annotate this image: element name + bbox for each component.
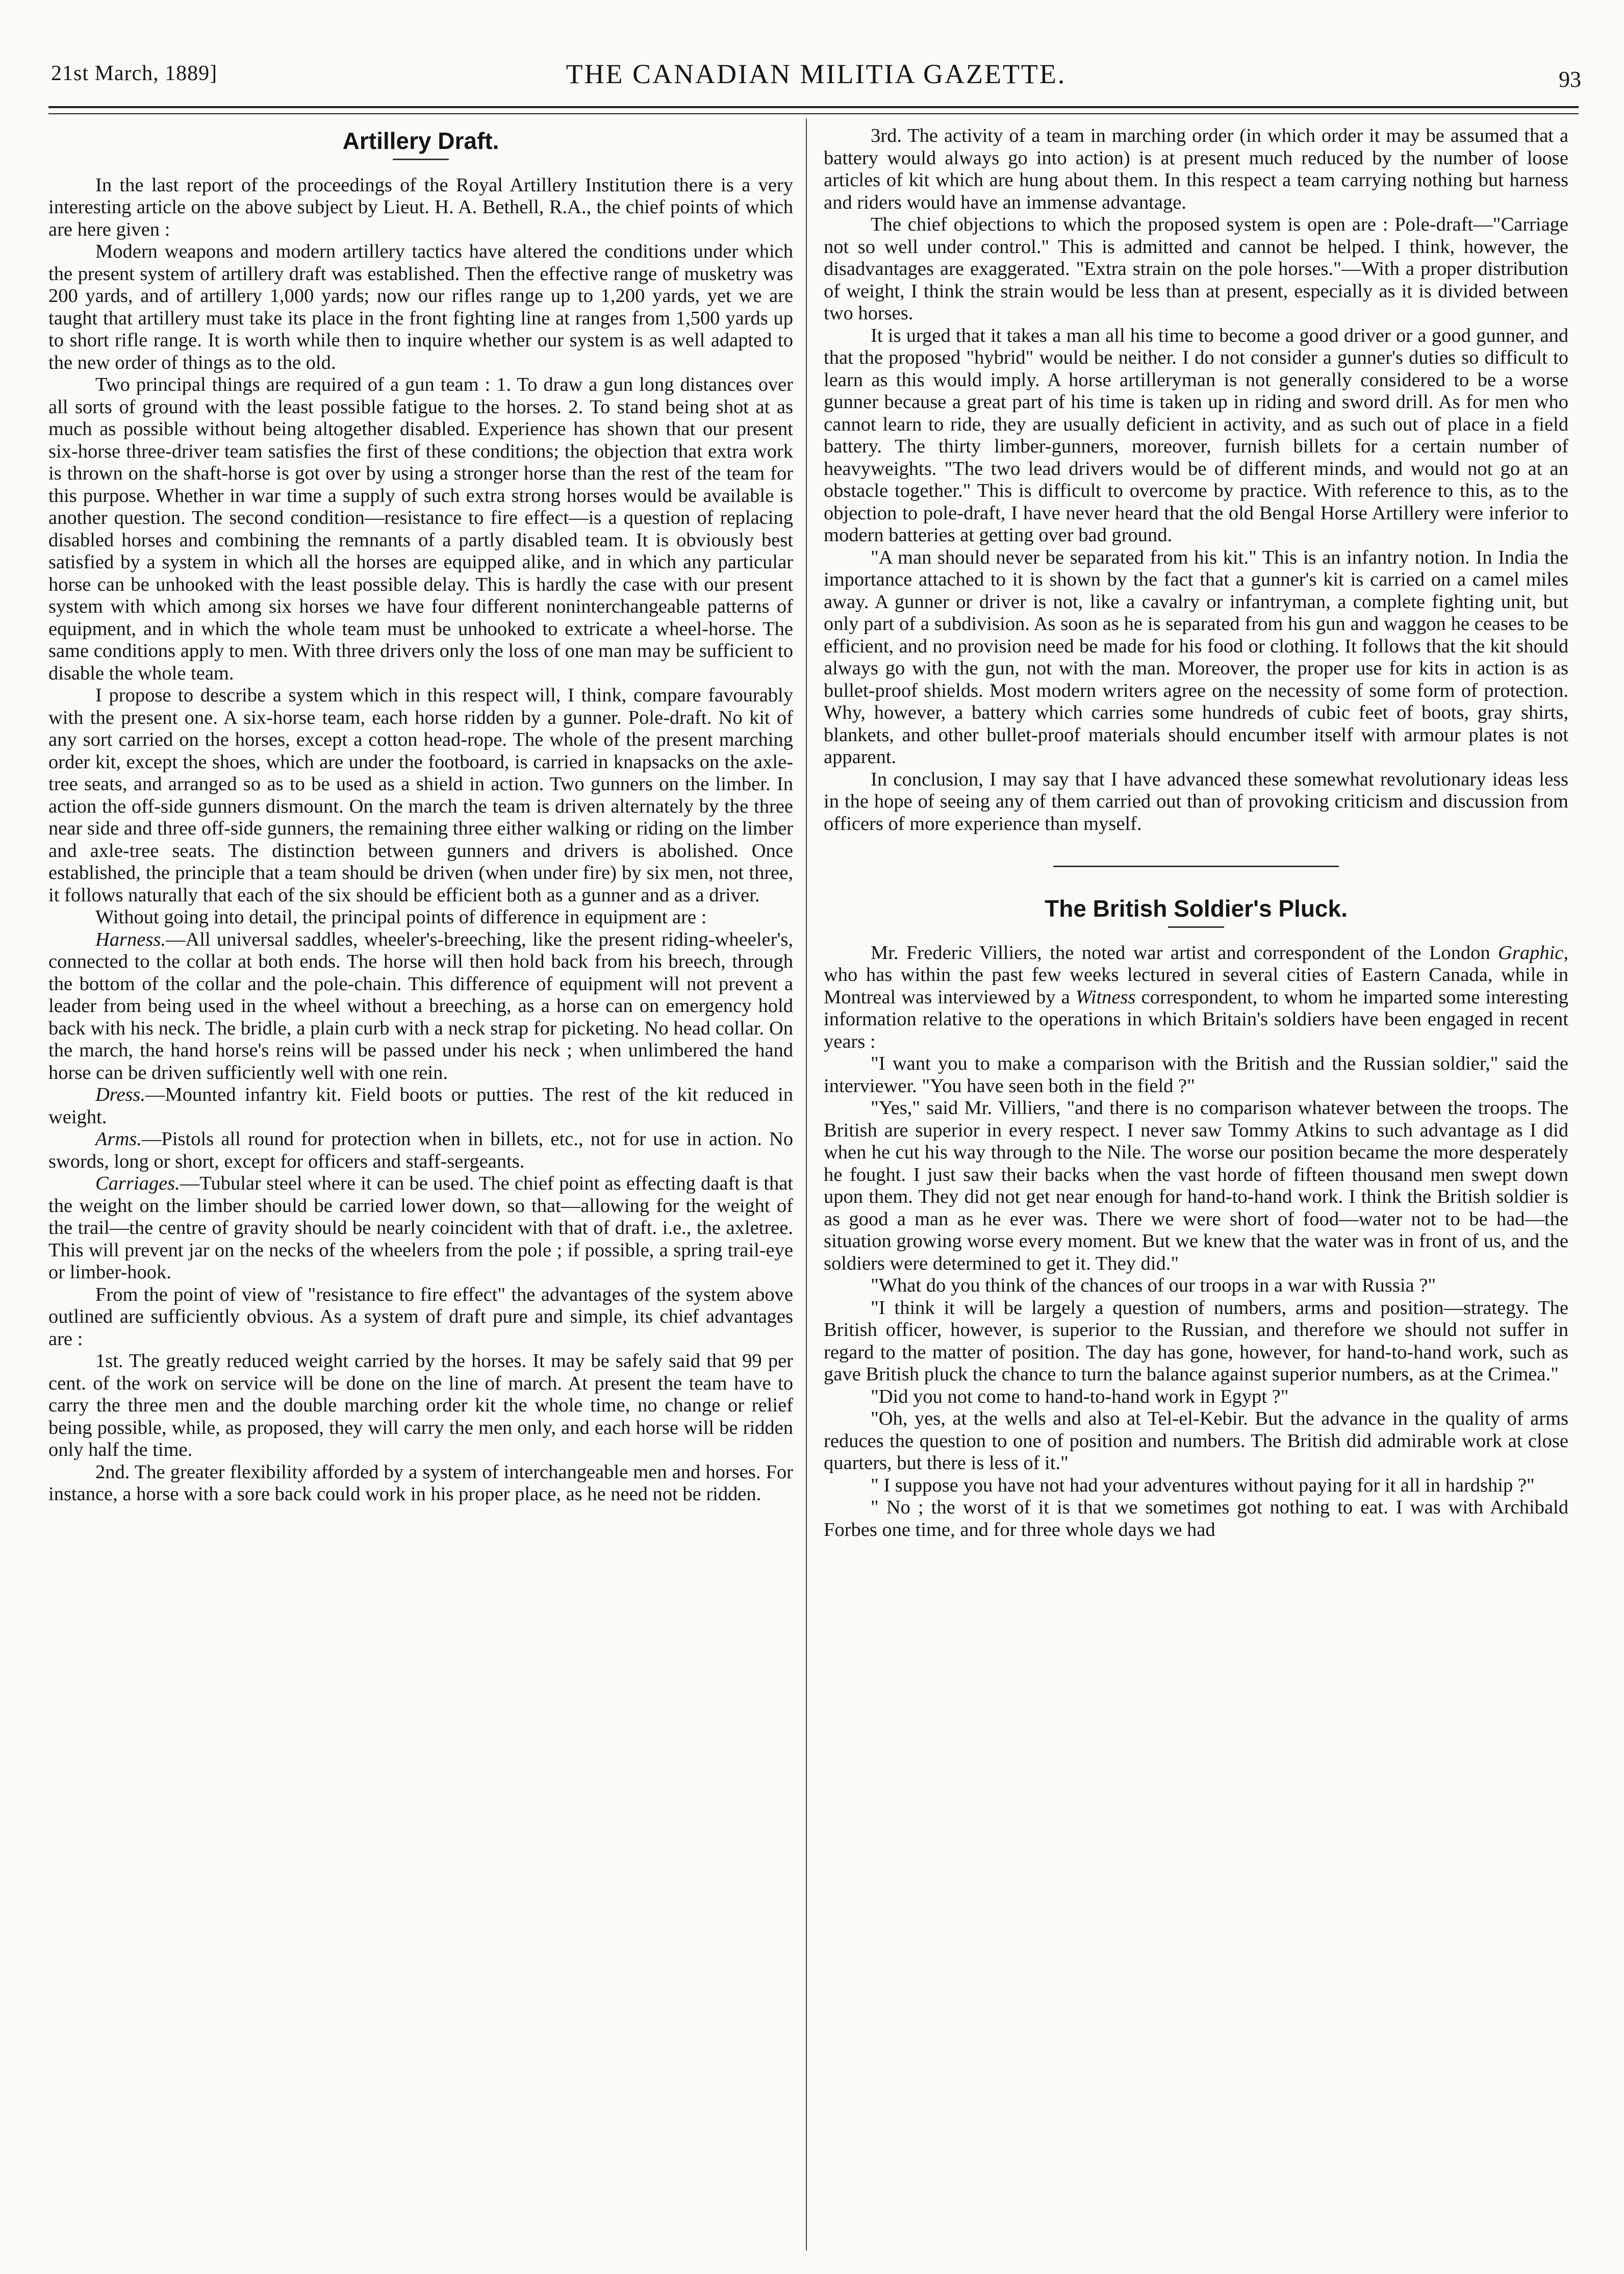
page-header xyxy=(51,55,1581,101)
paragraph: "Did you not come to hand-to-hand work in Egypt ?" xyxy=(871,1385,1289,1407)
paragraph: "I think it will be largely a question of numbers, arms and position—strategy. The British officer, however, is superior to the Russian, and therefore we should not suffer in regard to the matter of position. The day has gone, however, for hand-to-hand work, such as gave British pluck the chance to turn the balance against superior numbers, as at the Crimea." xyxy=(824,1297,1568,1385)
title-rule xyxy=(1168,926,1224,928)
paragraph: Modern weapons and modern artillery tactics have altered the conditions under which the present system of artillery draft was established. Then the effective range of musketry was 200 yards, and of artillery 1,000 yards; now our rifles range up to 1,200 yards, yet we are taught that artillery must take its place in the front fighting line at ranges from 1,500 yards up to short rifle range. It is worth while then to inquire whether our system is as well adapted to the new order of things as to the old. xyxy=(48,241,793,373)
text-harness: —All universal saddles, wheeler's-breeching, like the present riding-wheeler's, connected to the collar at both ends. The horse will then hold back from his breech, through the bottom of the collar and the pole-chain. This difference of equipment will not prevent a leader from being used in the wheel without a breeching, as a horse can on emergency hold back with his neck. The bridle, a plain curb with a neck strap for picketing. No head collar. On the march, the hand horse's reins will be passed under his neck ; when unlimbered the hand horse can be driven sufficiently well with one rein. xyxy=(48,928,793,1083)
lead-harness: Harness. xyxy=(95,928,166,950)
article-title-artillery-draft: Artillery Draft. xyxy=(342,128,499,154)
paragraph: "I want you to make a comparison with the British and the Russian soldier," said the interviewer. "You have seen both in the field ?" xyxy=(824,1053,1568,1097)
text: Mr. Frederic Villiers, the noted war artist and correspondent of the London xyxy=(871,942,1499,964)
publication-title: THE CANADIAN MILITIA GAZETTE. xyxy=(566,59,1067,89)
witness-name: Witness xyxy=(1075,986,1136,1008)
graphic-name: Graphic, xyxy=(1498,942,1568,964)
paragraph: "Oh, yes, at the wells and also at Tel-el-Kebir. But the advance in the quality of arms reduces the question to one of position and numbers. The British did admirable work at close quarters, but there is less of it." xyxy=(824,1408,1568,1474)
paragraph-harness xyxy=(48,929,793,1084)
paragraph: In the last report of the proceedings of the Royal Artillery Institution there is a very interesting article on the above subject by Lieut. H. A. Bethell, R.A., the chief points of which are here given : xyxy=(48,174,793,240)
paragraph: "What do you think of the chances of our troops in a war with Russia ?" xyxy=(871,1275,1436,1296)
left-column xyxy=(48,125,793,1506)
text: correspondent, to whom he imparted some interesting information relative to the operations in which Britain's soldiers have been engaged in recent years : xyxy=(824,986,1568,1052)
paragraph-intro xyxy=(824,942,1568,1053)
paragraph: Without going into detail, the principal points of difference in equipment are : xyxy=(95,906,707,928)
lead-arms: Arms. xyxy=(95,1128,142,1150)
paragraph: 1st. The greatly reduced weight carried by the horses. It may be safely said that 99 per cent. of the work on service will be done on the line of march. At present the team have to carry the three men and the double marching order kit the whole time, no change or relief being possible, while, as proposed, they will carry the men only, and each horse will be ridden only half the time. xyxy=(48,1350,793,1460)
paragraph-dress xyxy=(48,1084,793,1128)
paragraph: " I suppose you have not had your adventures without paying for it all in hardship ?" xyxy=(871,1474,1535,1496)
title-rule xyxy=(393,159,449,160)
paragraph: "Yes," said Mr. Villiers, "and there is no comparison whatever between the troops. The British are superior in every respect. I never saw Tommy Atkins to such advantage as I did when he cut his way through to the Nile. The worse our position became the more desperately he fought. I just saw their backs when the vast horde of fifteen thousand men swept down upon them. They did not get near enough for hand-to-hand work. I think the British soldier is as good a man as he ever was. There we were short of food—water not to be had—the situation growing worse every moment. But we knew that the water was in front of us, and the soldiers were determined to get it. They did." xyxy=(824,1097,1568,1274)
text: who has within the past few weeks lectured in several cities of Eastern Canada, while in Montreal was interviewed by a xyxy=(824,964,1568,1008)
lead-carriages: Carriages. xyxy=(95,1173,180,1194)
article-title-british-soldiers-pluck: The British Soldier's Pluck. xyxy=(1045,895,1348,922)
header-rule-top xyxy=(48,106,1579,108)
page-number: 93 xyxy=(1559,67,1581,92)
paragraph: It is urged that it takes a man all his time to become a good driver or a good gunner, and that the proposed "hybrid" would be neither. I do not consider a gunner's duties so difficult to learn as this would imply. A horse artilleryman is not generally considered to be a worse gunner because a great part of his time is taken up in riding and sword drill. As for men who cannot learn to ride, they are usually deficient in activity, and as such out of place in a field battery. The thirty limber-gunners, moreover, furnish billets for a certain number of heavyweights. "The two lead drivers would be of different minds, and would not go at an obstacle together." This is difficult to overcome by practice. With reference to this, as to the objection to pole-draft, I have never heard that the old Bengal Horse Artillery were inferior to modern batteries at getting over bad ground. xyxy=(824,324,1568,546)
paragraph: " No ; the worst of it is that we sometimes got nothing to eat. I was with Archibald Forbes one time, and for three whole days we had xyxy=(824,1497,1568,1540)
paragraph: In conclusion, I may say that I have advanced these somewhat revolutionary ideas less in the hope of seeing any of them carried out than of provoking criticism and discussion from officers of more experience than myself. xyxy=(824,768,1568,835)
paragraph: 3rd. The activity of a team in marching order (in which order it may be assumed that a battery would always go into action) is at present much reduced by the number of loose articles of kit which are hung about them. In this respect a team carrying nothing but harness and riders would have an immense advantage. xyxy=(824,125,1568,213)
text-dress: —Mounted infantry kit. Field boots or putties. The rest of the kit reduced in weight. xyxy=(48,1084,793,1128)
paragraph: From the point of view of "resistance to fire effect" the advantages of the system above outlined are sufficiently obvious. As a system of draft pure and simple, its chief advantages are : xyxy=(48,1283,793,1350)
issue-date: 21st March, 1889] xyxy=(51,62,218,85)
header-rule-bottom xyxy=(48,113,1579,114)
paragraph-carriages xyxy=(48,1173,793,1284)
article-separator xyxy=(1053,866,1339,867)
paragraph: I propose to describe a system which in this respect will, I think, compare favourably with the present one. A six-horse team, each horse ridden by a gunner. Pole-draft. No kit of any sort carried on the horses, except a cotton head-rope. The whole of the present marching order kit, except the shoes, which are under the footboard, is carried in knapsacks on the axle-tree seats, and arranged so as to be used as a shield in action. Two gunners on the limber. In action the off-side gunners dismount. On the march the team is driven alternately by the three near side and three off-side gunners, the remaining three either walking or riding on the limber and axle-tree seats. The distinction between gunners and drivers is abolished. Once established, the principle that a team should be driven (when under fire) by six men, not three, it follows naturally that each of the six should be efficient both as a gunner and as a driver. xyxy=(48,685,793,906)
paragraph: "A man should never be separated from his kit." This is an infantry notion. In India the importance attached to it is shown by the fact that a gunner's kit is carried on a camel miles away. A gunner or driver is not, like a cavalry or infantryman, a complete fighting unit, but only part of a subdivision. As soon as he is separated from his gun and waggon he ceases to be efficient, and no provision need be made for his food or clothing. It follows that the kit should always go with the gun, not with the man. Moreover, the proper use for kits in action is as bullet-proof shields. Most modern writers agree on the necessity of some form of protection. Why, however, a battery which carries some hundreds of cubic feet of boots, gray shirts, blankets, and other bullet-proof materials should encumber itself with armour plates is not apparent. xyxy=(824,546,1568,768)
right-column xyxy=(824,125,1568,1541)
lead-dress: Dress. xyxy=(95,1084,146,1105)
paragraph-arms xyxy=(48,1128,793,1173)
paragraph: The chief objections to which the proposed system is open are : Pole-draft—"Carriage not so well under control." This is admitted and cannot be helped. I think, however, the disadvantages are exaggerated. "Extra strain on the pole horses."—With a proper distribution of weight, I think the strain would be less than at present, especially as it is divided between two horses. xyxy=(824,214,1568,324)
paragraph: 2nd. The greater flexibility afforded by a system of interchangeable men and horses. For instance, a horse with a sore back could work in his proper place, as he need not be ridden. xyxy=(48,1461,793,1505)
column-divider xyxy=(806,118,807,2251)
text-carriages: —Tubular steel where it can be used. The chief point as effecting daaft is that the weight on the limber should be carried lower down, so that—allowing for the weight of the trail—the centre of gravity should be nearly coincident with that of draft. i.e., the axletree. This will prevent jar on the necks of the wheelers from the pole ; if possible, a spring trail-eye or limber-hook. xyxy=(48,1173,793,1283)
paragraph: Two principal things are required of a gun team : 1. To draw a gun long distances over all sorts of ground with the least possible fatigue to the horses. 2. To stand being shot at as much as possible without being altogether disabled. Experience has shown that our present six-horse three-driver team satisfies the first of these conditions; the objection that extra work is thrown on the shaft-horse is got over by using a stronger horse than the rest of the team for this purpose. Whether in war time a supply of such extra strong horses would be available is another question. The second condition—resistance to fire effect—is a question of replacing disabled horses and combining the remnants of a partly disabled team. It is obviously best satisfied by a system in which all the horses are equipped alike, and in which any particular horse can be unhooked with the least possible delay. This is hardly the case with our present system with which among six horses we have four different noninterchangeable patterns of equipment, and in which the whole team must be unhooked to extricate a wheel-horse. The same conditions apply to men. With three drivers only the loss of one man may be sufficient to disable the whole team. xyxy=(48,374,793,684)
text-arms: —Pistols all round for protection when in billets, etc., not for use in action. No swords, long or short, except for officers and staff-sergeants. xyxy=(48,1128,793,1172)
